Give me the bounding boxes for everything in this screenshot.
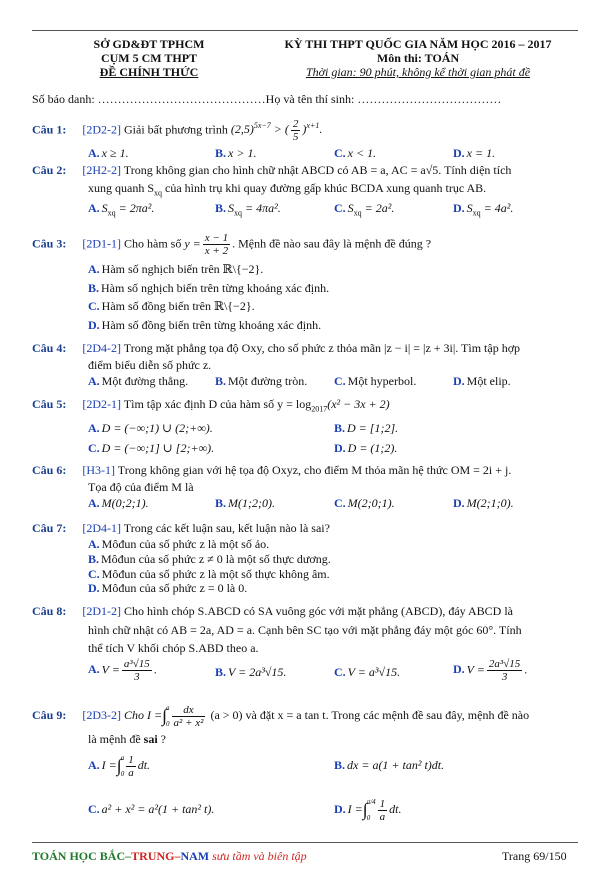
option-row: B. D = [1;2]. bbox=[334, 421, 399, 435]
question-6: Câu 6: [H3-1] Trong không gian với hệ tọa độ Oxyz, cho điểm M thỏa mãn hệ thức OM = 2i + j. bbox=[32, 463, 512, 477]
option-row: D. Môđun của số phức z = 0 là 0. bbox=[88, 581, 248, 595]
question-8: Câu 8: [2D1-2] Cho hình chóp S.ABCD có SA vuông góc với mặt phẳng (ABCD), đáy ABCD là bbox=[32, 604, 514, 618]
option-row: B. Môđun của số phức z ≠ 0 là một số thực dương. bbox=[88, 552, 331, 566]
option-row: A. Một đường thẳng. bbox=[88, 374, 189, 388]
option-row: C. V = a³√15. bbox=[334, 665, 401, 679]
option-row: C. D = (−∞;1] ∪ [2;+∞). bbox=[88, 441, 215, 455]
footer-rule bbox=[32, 842, 578, 843]
question-formula: $(2,5)^{5x-7}$ > ( $\frac{2}{5}$ )$^{x+1}$. bbox=[230, 118, 323, 143]
question-8-line2: hình chữ nhật có AB = 2a, AD = a. Cạnh bên SC tạo với mặt phẳng đáy một góc 60°. Tính bbox=[88, 623, 522, 637]
option-row: A. V = $\frac{\text{a³√15}}{3}$ . bbox=[88, 658, 157, 683]
question-2-line2: xung quanh $S_{xq}$ của hình trụ khi quay đường gấp khúc BCDA xung quanh trục AB. bbox=[88, 181, 487, 198]
option-row: B. M(1;2;0). bbox=[215, 496, 275, 510]
option-row: A. M(0;2;1). bbox=[88, 496, 149, 510]
option-row: A. x ≥ 1. bbox=[88, 146, 129, 160]
option-row: C. x < 1. bbox=[334, 146, 377, 160]
top-rule bbox=[32, 30, 578, 31]
question-4-line2: điểm biểu diễn số phức z. bbox=[88, 358, 212, 372]
question-7: Câu 7: [2D4-1] Trong các kết luận sau, kết luận nào là sai? bbox=[32, 521, 330, 535]
option-row: C. M(2;0;1). bbox=[334, 496, 395, 510]
option-row: B. dx = a(1 + tan² t)dt. bbox=[334, 758, 445, 772]
option-row: D. V = $\frac{\text{2a³√15}}{3}$ . bbox=[453, 658, 528, 683]
footer-brand: TOÁN HỌC BẮC–TRUNG–NAM sưu tầm và biên tập bbox=[32, 849, 307, 863]
header-right-2: Môn thi: TOÁN bbox=[376, 51, 460, 65]
question-3: Câu 3: [2D1-1] Cho hàm số y = $\frac{x - 1}{x + 2}$ . Mệnh đề nào sau đây là mệnh đề đúng ? bbox=[32, 232, 432, 257]
question-9-line2: là mệnh đề sai ? bbox=[88, 732, 166, 746]
option-row: B. x > 1. bbox=[215, 146, 257, 160]
header-right-3: Thời gian: 90 phút, không kể thời gian phát đề bbox=[305, 65, 531, 79]
option-row: A. Môđun của số phức z là một số ảo. bbox=[88, 537, 270, 551]
integral-sign-icon: ∫ bbox=[362, 799, 368, 820]
page-number: Trang 69/150 bbox=[502, 849, 567, 863]
header-left-1: SỞ GD&ĐT TPHCM bbox=[93, 37, 205, 51]
header-left-3: ĐỀ CHÍNH THỨC bbox=[99, 65, 199, 79]
header-left-2: CỤM 5 CM THPT bbox=[100, 51, 198, 65]
question-8-line3: thể tích V khối chóp S.ABD theo a. bbox=[88, 641, 259, 655]
question-label: Câu 1: bbox=[32, 122, 67, 137]
question-tag: [2D2-2] bbox=[82, 122, 121, 137]
integral-sign-icon: ∫ bbox=[116, 755, 122, 776]
option-row: D. x = 1. bbox=[453, 146, 496, 160]
option-row: B. V = 2a³√15. bbox=[215, 665, 287, 679]
option-row: B. Hàm số nghịch biến trên từng khoảng xác định. bbox=[88, 281, 330, 295]
option-row: D. I =∫ π/4 0 $\frac{1}{a}$ dt. bbox=[334, 797, 402, 823]
option-row: C. Hàm số đồng biến trên ℝ\{−2}. bbox=[88, 299, 255, 313]
question-6-line2: Tọa độ của điểm M là bbox=[88, 480, 194, 494]
question-5: Câu 5: [2D2-1] Tìm tập xác định D của hàm số $y = \log_{2017}(x^2 - 3x + 2)$ bbox=[32, 397, 390, 414]
option-row: A. $S_{xq} = 2\pi a^2$. bbox=[88, 201, 155, 218]
question-2: Câu 2: [2H2-2] Trong không gian cho hình chữ nhật ABCD có AB = a, AC = a√5. Tính diện tích bbox=[32, 163, 512, 177]
question-4: Câu 4: [2D4-2] Trong mặt phẳng tọa độ Oxy, cho số phức z thỏa mãn |z − i| = |z + 3i|. Tìm tập hợp bbox=[32, 341, 521, 355]
option-row: A. Hàm số nghịch biến trên ℝ\{−2}. bbox=[88, 262, 264, 276]
option-row: B. Một đường tròn. bbox=[215, 374, 308, 388]
option-row: A. I =∫ a 0 $\frac{1}{a}$ dt. bbox=[88, 753, 151, 779]
option-row: D. Hàm số đồng biến trên từng khoảng xác định. bbox=[88, 318, 322, 332]
option-row: A. D = (−∞;1) ∪ (2;+∞). bbox=[88, 421, 213, 435]
option-row: D. $S_{xq} = 4a^2$. bbox=[453, 201, 514, 218]
option-row: C. $S_{xq} = 2a^2$. bbox=[334, 201, 395, 218]
option-row: D. D = (1;2). bbox=[334, 441, 398, 455]
integral-sign-icon: ∫ bbox=[162, 705, 168, 726]
option-row: C. Một hyperbol. bbox=[334, 374, 417, 388]
header-right-1: KỲ THI THPT QUỐC GIA NĂM HỌC 2016 – 2017 bbox=[284, 37, 552, 51]
question-text: Giải bất phương trình bbox=[124, 122, 228, 137]
option-row: B. $S_{xq} = 4\pi a^2$. bbox=[215, 201, 281, 218]
option-row: D. M(2;1;0). bbox=[453, 496, 514, 510]
candidate-line: Số báo danh: ……………………………………Họ và tên thí sinh: ……………………………… bbox=[32, 92, 502, 106]
question-1 bbox=[32, 118, 322, 143]
option-row: C. Môđun của số phức z là một số thực không âm. bbox=[88, 567, 330, 581]
option-row: D. Một elip. bbox=[453, 374, 511, 388]
option-row: C. a² + x² = a²(1 + tan² t). bbox=[88, 802, 215, 816]
question-9: Câu 9: [2D3-2] Cho I =∫ a 0 $\frac{dx}{\text{a² + x²}}$ (a > 0) và đặt x = a tan t. Trong các mệnh đề sau đây, mệnh đề nào bbox=[32, 703, 530, 729]
